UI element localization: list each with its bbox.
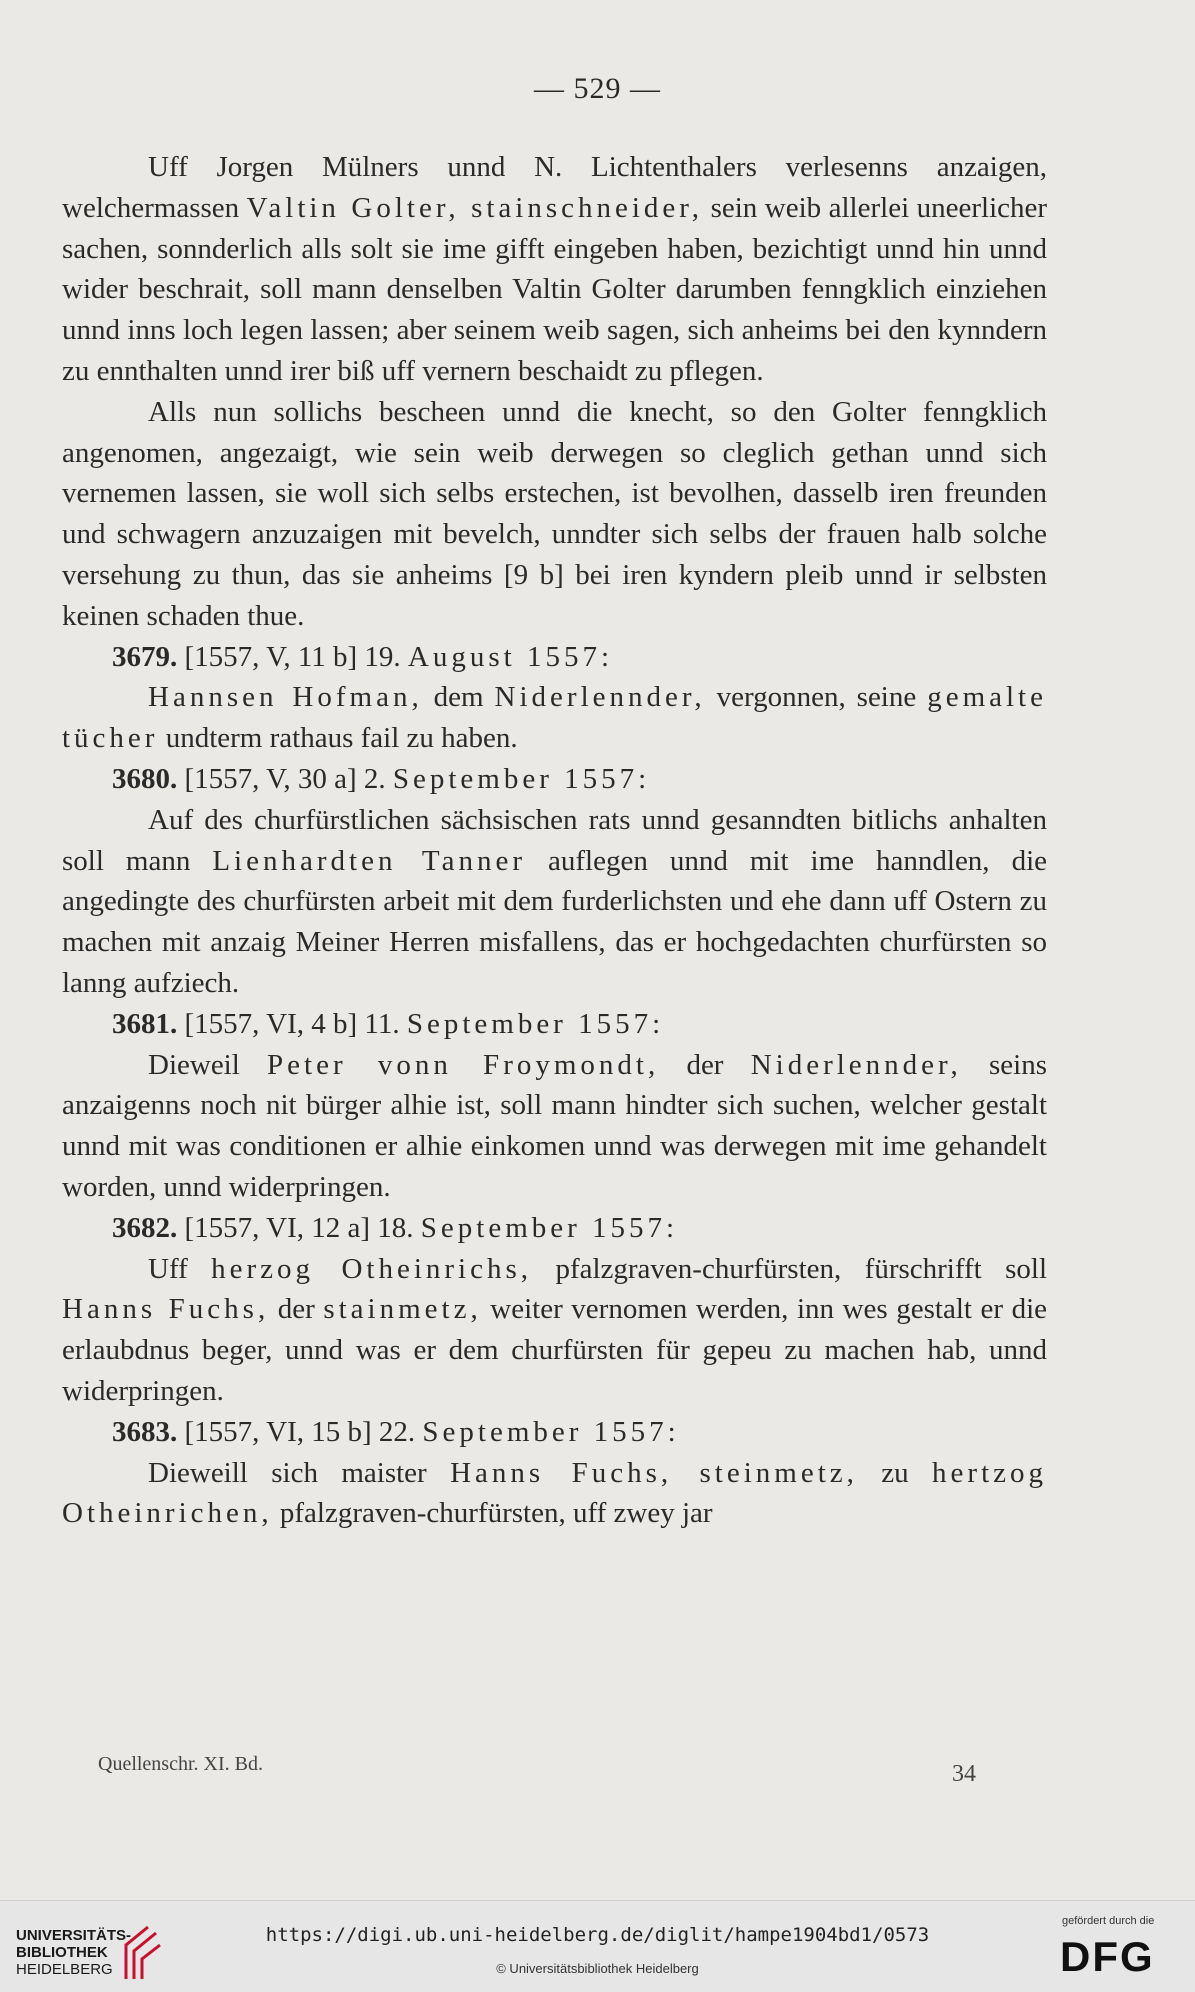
spaced-name: herzog Otheinrichs,	[211, 1252, 533, 1285]
entry-number: 3681.	[112, 1007, 178, 1040]
entry-text-segment: undterm rathaus fail zu haben.	[158, 722, 518, 755]
entry-text-segment: zu	[857, 1456, 933, 1489]
entry-number: 3679.	[112, 640, 178, 673]
footer-sheet-number: 34	[952, 1761, 976, 1787]
entry-date: September 1557:	[392, 762, 651, 795]
entry-reference: [1557, V, 30 a] 2.	[177, 762, 393, 795]
entry-text	[62, 800, 1047, 1004]
entry-text	[62, 677, 1047, 759]
entry-heading	[62, 1412, 1047, 1453]
library-footer-bar	[0, 1900, 1195, 1992]
entry-date: September 1557:	[406, 1007, 665, 1040]
entries-list	[62, 637, 1047, 1535]
entry-text-segment: der	[269, 1293, 324, 1326]
entry-text-segment: dem	[422, 681, 495, 714]
entry-date: August 1557:	[407, 640, 614, 673]
spaced-name: Hanns Fuchs,	[62, 1293, 270, 1326]
entry-text	[62, 1453, 1047, 1535]
entry-reference: [1557, VI, 15 b] 22.	[177, 1415, 423, 1448]
dfg-logo: DFG	[1060, 1933, 1155, 1980]
spaced-name: hertzog Otheinrichen,	[62, 1456, 1048, 1530]
entry-text	[62, 1045, 1047, 1208]
paragraph-1-text: Uff Jorgen Mülners unnd N. Lichtenthalers verlesenns anzaigen, welchermassen	[62, 151, 1047, 224]
paragraph-2: Alls nun sollichs bescheen unnd die knecht, so den Golter fenngklich angenomen, angezaigt, wie sein weib derwegen so cleglich gethan unnd sich vernemen lassen, sie woll sich selbs erstechen, ist bevolhen, dasselb iren freunden und schwagern anzuzaigen mit bevelch, unndter sich selbs der frauen halb solche versehung zu thun, das sie anheims [9 b] bei iren kyndern pleib unnd ir selbsten keinen schaden thue.	[62, 395, 1047, 632]
spaced-name: Hanns Fuchs, steinmetz,	[450, 1456, 858, 1489]
entry-heading	[62, 759, 1047, 800]
entry-text-segment: weiter vernomen werden, inn wes gestalt er die erlaubdnus beger, unnd was er dem churfürsten für gepeu zu machen hab, unnd widerpringen.	[62, 1293, 1048, 1407]
entry-number: 3680.	[112, 762, 178, 795]
spaced-name: Niderlennder,	[750, 1048, 962, 1081]
spaced-name: Hannsen Hofman,	[148, 681, 423, 714]
entry-date: September 1557:	[422, 1415, 680, 1448]
entry-text-segment: vergonnen, seine	[705, 681, 928, 714]
library-name-line-2: BIBLIOTHEK	[16, 1944, 108, 1961]
entry-reference: [1557, VI, 12 a] 18.	[177, 1211, 421, 1244]
funding-note: gefördert durch die	[1062, 1915, 1155, 1927]
entry-text-segment: Dieweill sich maister	[148, 1456, 451, 1489]
entry-reference: [1557, V, 11 b] 19.	[177, 640, 408, 673]
entry-text-segment: auflegen unnd mit ime hanndlen, die angedingte des churfürsten arbeit mit dem furderlichsten und ehe dann uff Ostern zu machen mit anzaig Meiner Herren misfallens, das er hochgedachten churfürsten so lanng aufziech.	[62, 844, 1047, 999]
library-name-line-3: HEIDELBERG	[16, 1961, 113, 1978]
entry-heading	[62, 1004, 1047, 1045]
entry-number: 3682.	[112, 1211, 178, 1244]
footer-signature: Quellenschr. XI. Bd.	[98, 1753, 263, 1775]
entry-text-segment: pfalzgraven-churfürsten, fürschrifft soll	[532, 1252, 1048, 1285]
copyright-notice: © Universitätsbibliothek Heidelberg	[496, 1961, 699, 1976]
entry-text-segment: seins anzaigenns noch nit bürger alhie ist, soll mann hindter sich suchen, welcher gestalt unnd mit was conditionen er alhie einkomen unnd was derwegen mit ime gehandelt worden, unnd widerpringen.	[62, 1048, 1048, 1203]
entry-text-segment: pfalzgraven-churfürsten, uff zwey jar	[272, 1497, 713, 1530]
entry-reference: [1557, VI, 4 b] 11.	[177, 1007, 407, 1040]
entry-text-segment: Dieweil	[148, 1048, 268, 1081]
spaced-name: Niderlennder,	[494, 681, 706, 714]
entry-heading	[62, 1208, 1047, 1249]
spaced-name: stainmetz,	[323, 1293, 482, 1326]
spaced-name: Peter vonn Froymondt,	[267, 1048, 660, 1081]
permalink-url[interactable]: https://digi.ub.uni-heidelberg.de/diglit/hampe1904bd1/0573	[265, 1924, 930, 1946]
entry-heading	[62, 637, 1047, 678]
page-body	[62, 147, 1047, 1534]
paragraph-1-name: Valtin Golter, stainschneider,	[246, 191, 704, 224]
paragraph-1-rest: sein weib allerlei uneerlicher sachen, sonnderlich alls solt sie ime gifft eingeben haben, bezichtigt unnd hin unnd wider beschrait, soll mann denselben Valtin Golter darumben fenngklich einziehen unnd inns loch legen lassen; aber seinem weib sagen, sich anheims bei den kynndern zu ennthalten unnd irer biß uff vernern beschaidt zu pflegen.	[62, 191, 1048, 387]
spaced-name: Lienhardten Tanner	[212, 844, 527, 877]
entry-text-segment: Uff	[148, 1252, 212, 1285]
paragraph-1	[62, 147, 1047, 392]
entry-text	[62, 1249, 1047, 1412]
spaced-name: gemalte tücher	[62, 681, 1047, 755]
library-name-line-1: UNIVERSITÄTS-	[16, 1927, 132, 1944]
entry-text-segment: der	[659, 1048, 751, 1081]
entry-text-segment: Auf des churfürstlichen sächsischen rats unnd gesanndten bitlichs anhalten soll mann	[62, 803, 1047, 877]
entry-date: September 1557:	[420, 1211, 679, 1244]
entry-number: 3683.	[112, 1415, 178, 1448]
page-number: — 529 —	[534, 72, 661, 105]
